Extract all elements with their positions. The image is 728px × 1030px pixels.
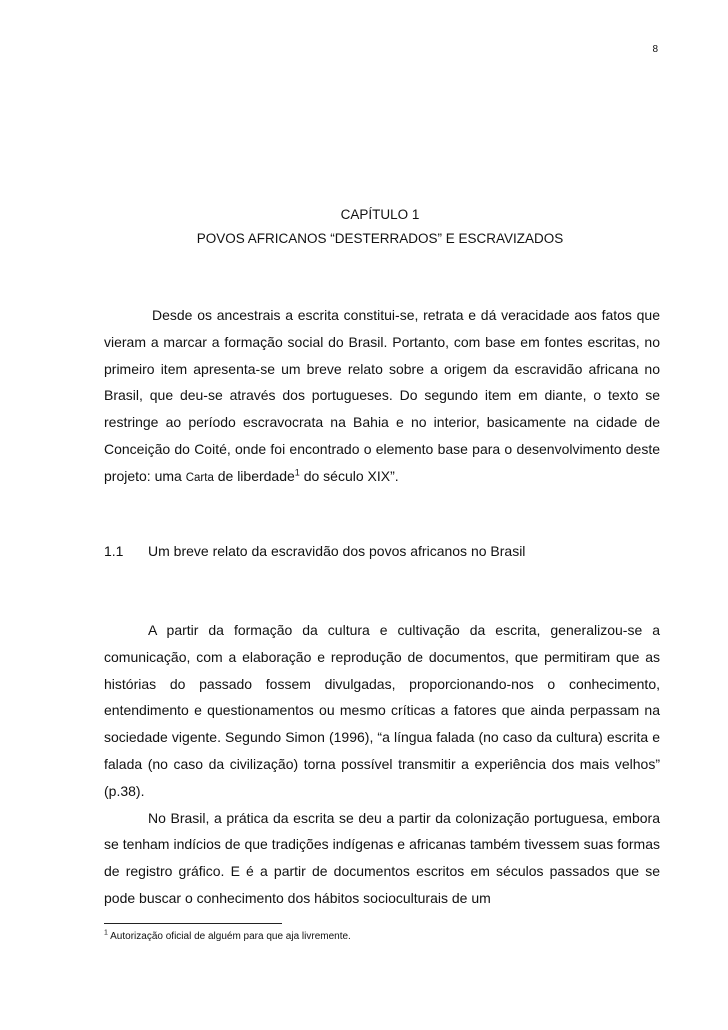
intro-text-after: do século XIX”. [299,467,399,484]
intro-text-mid: de liberdade [213,467,295,484]
intro-paragraph-block [104,302,660,492]
footnote [104,930,351,944]
footnote-text: Autorização oficial de alguém para que aja livremente. [110,931,351,942]
section-number: 1.1 [104,543,124,559]
chapter-title: POVOS AFRICANOS “DESTERRADOS” E ESCRAVIZADOS [196,231,564,246]
footnote-divider [104,923,282,924]
footnote-reference[interactable]: 1 [294,467,300,478]
page-number: 8 [652,44,658,55]
section-title: Um breve relato da escravidão dos povos africanos no Brasil [148,543,526,559]
chapter-heading [100,203,660,251]
chapter-label: CAPÍTULO 1 [340,207,420,222]
footnote-mark: 1 [104,929,108,937]
body-paragraph: A partir da formação da cultura e cultivação da escrita, generalizou-se a comunicação, com a elaboração e reprodução de documentos, que permitiram que as histórias do passado fossem divulgadas, proporcionando-nos o conhecimento, entendimento e questionamentos ou mesmo críticas a fatores que ainda perpassam na sociedade vigente. Segundo Simon (1996), “a língua falada (no caso da cultura) escrita e falada (no caso da civilização) torna possível transmitir a experiência dos mais velhos” (p.38). [104,622,660,799]
body-paragraph: No Brasil, a prática da escrita se deu a partir da colonização portuguesa, embora se tenham indícios de que tradições indígenas e africanas também tivessem suas formas de registro gráfico. E é a partir de documentos escritos em séculos passados que se pode buscar o conhecimento dos hábitos socioculturais de um [104,809,660,906]
intro-paragraph [104,302,660,492]
intro-text-before: Desde os ancestrais a escrita constitui-se, retrata e dá veracidade aos fatos que vieram a marcar a formação social do Brasil. Portanto, com base em fontes escritas, no primeiro item apresenta-se um breve relato sobre a origem da escravidão africana no Brasil, que deu-se através dos portugueses. Do segundo item em diante, o texto se restringe ao período escravocrata na Bahia e no interior, basicamente na cidade de Conceição do Coité, onde foi encontrado o elemento base para o desenvolvimento deste projeto: uma [104,307,660,484]
section-heading [104,539,525,563]
intro-small-word: Carta [185,471,214,484]
main-text-block [104,617,660,912]
